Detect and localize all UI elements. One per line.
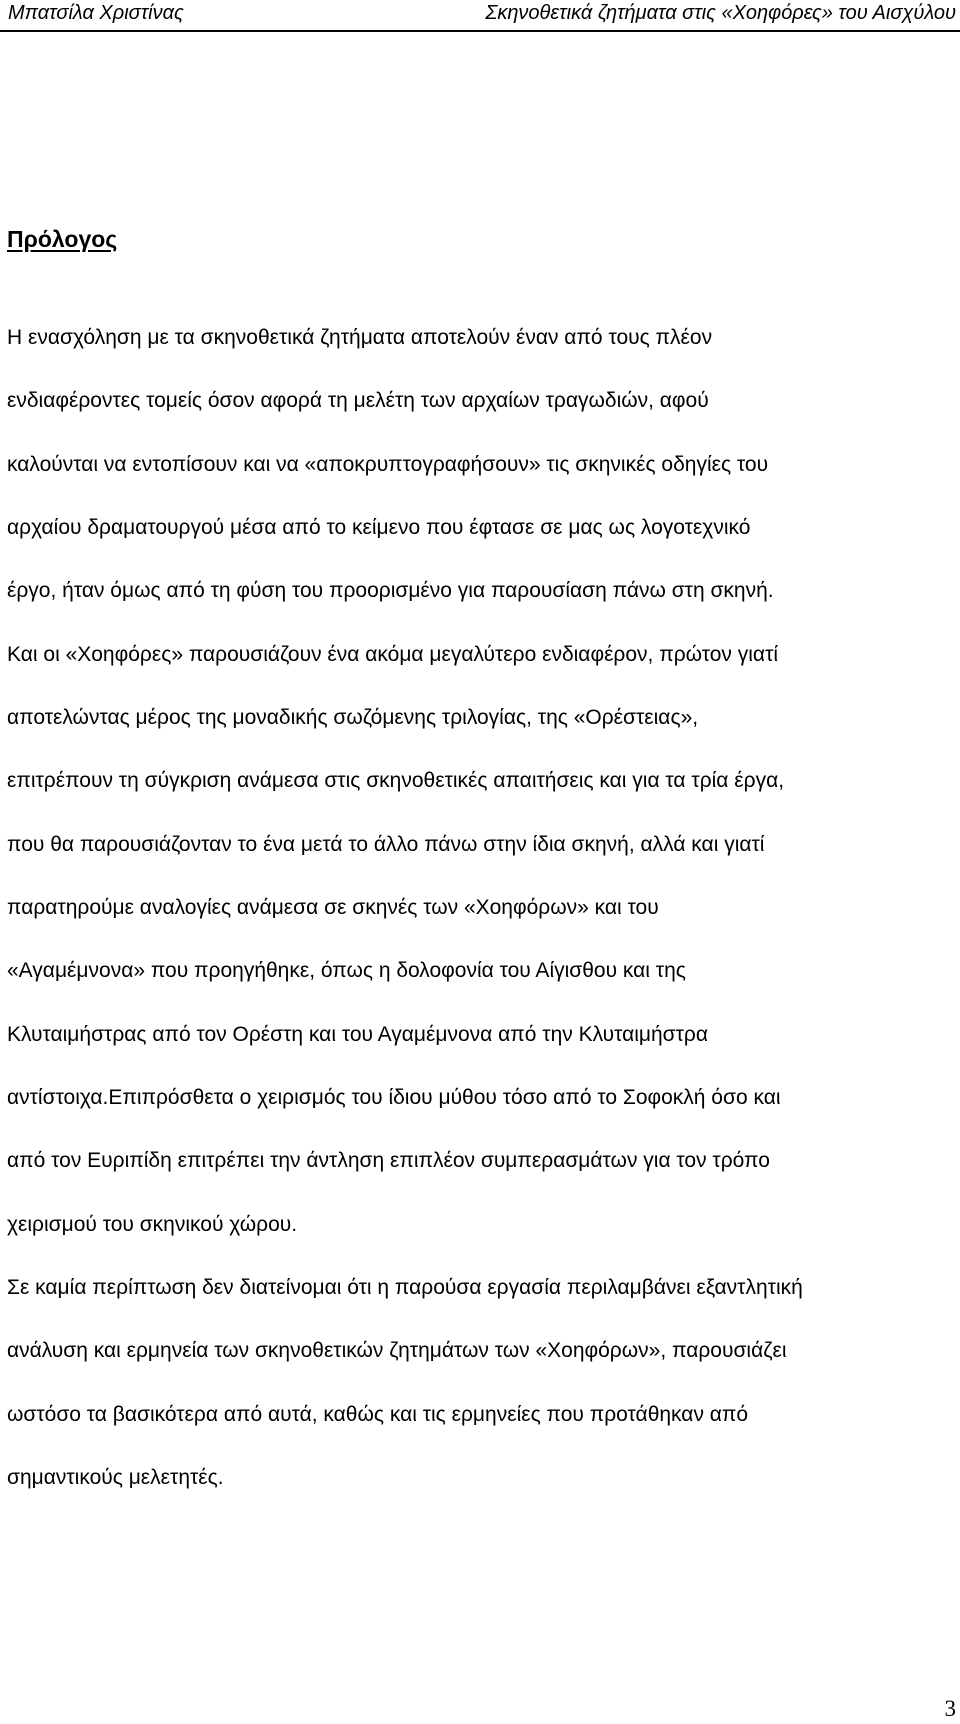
text-line: παρατηρούμε αναλογίες ανάμεσα σε σκηνές των «Χοηφόρων» και του	[7, 896, 659, 919]
text-line: Σε καμία περίπτωση δεν διατείνομαι ότι η παρούσα εργασία περιλαμβάνει εξαντλητική	[7, 1276, 803, 1299]
text-line: από τον Ευριπίδη επιτρέπει την άντληση επιπλέον συμπερασμάτων για τον τρόπο	[7, 1149, 770, 1172]
text-line: ανάλυση και ερμηνεία των σκηνοθετικών ζητημάτων των «Χοηφόρων», παρουσιάζει	[7, 1339, 787, 1362]
text-line: αντίστοιχα.Επιπρόσθετα ο χειρισμός του ίδιου μύθου τόσο από το Σοφοκλή όσο και	[7, 1086, 781, 1109]
text-line: Η ενασχόληση με τα σκηνοθετικά ζητήματα αποτελούν έναν από τους πλέον	[7, 326, 713, 349]
text-line: σημαντικούς μελετητές.	[7, 1466, 224, 1489]
text-line: επιτρέπουν τη σύγκριση ανάμεσα στις σκηνοθετικές απαιτήσεις και για τα τρία έργα,	[7, 769, 785, 792]
text-line: αρχαίου δραματουργού μέσα από το κείμενο που έφτασε σε μας ως λογοτεχνικό	[7, 516, 751, 539]
header-title: Σκηνοθετικά ζητήματα στις «Χοηφόρες» του Αισχύλου	[485, 2, 956, 24]
running-header	[0, 0, 960, 34]
text-line: που θα παρουσιάζονταν το ένα μετά το άλλο πάνω στην ίδια σκηνή, αλλά και γιατί	[7, 833, 765, 856]
text-line: «Αγαμέμνονα» που προηγήθηκε, όπως η δολοφονία του Αίγισθου και της	[7, 959, 686, 982]
text-line: Και οι «Χοηφόρες» παρουσιάζουν ένα ακόμα μεγαλύτερο ενδιαφέρον, πρώτον γιατί	[7, 643, 779, 666]
text-line: Κλυταιμήστρας από τον Ορέστη και του Αγαμέμνονα από την Κλυταιμήστρα	[7, 1023, 709, 1046]
text-line: έργο, ήταν όμως από τη φύση του προορισμένο για παρουσίαση πάνω στη σκηνή.	[7, 579, 774, 602]
section-heading: Πρόλογος	[7, 226, 118, 252]
text-line: χειρισμού του σκηνικού χώρου.	[7, 1213, 298, 1236]
text-line: ωστόσο τα βασικότερα από αυτά, καθώς και τις ερμηνείες που προτάθηκαν από	[7, 1403, 749, 1426]
header-divider	[0, 30, 960, 32]
text-line: αποτελώντας μέρος της μοναδικής σωζόμενης τριλογίας, της «Ορέστειας»,	[7, 706, 699, 729]
text-line: ενδιαφέροντες τομείς όσον αφορά τη μελέτη των αρχαίων τραγωδιών, αφού	[7, 389, 709, 412]
header-author: Μπατσίλα Χριστίνας	[8, 2, 184, 24]
text-line: καλούνται να εντοπίσουν και να «αποκρυπτογραφήσουν» τις σκηνικές οδηγίες του	[7, 453, 769, 476]
page-number: 3	[944, 1696, 956, 1721]
